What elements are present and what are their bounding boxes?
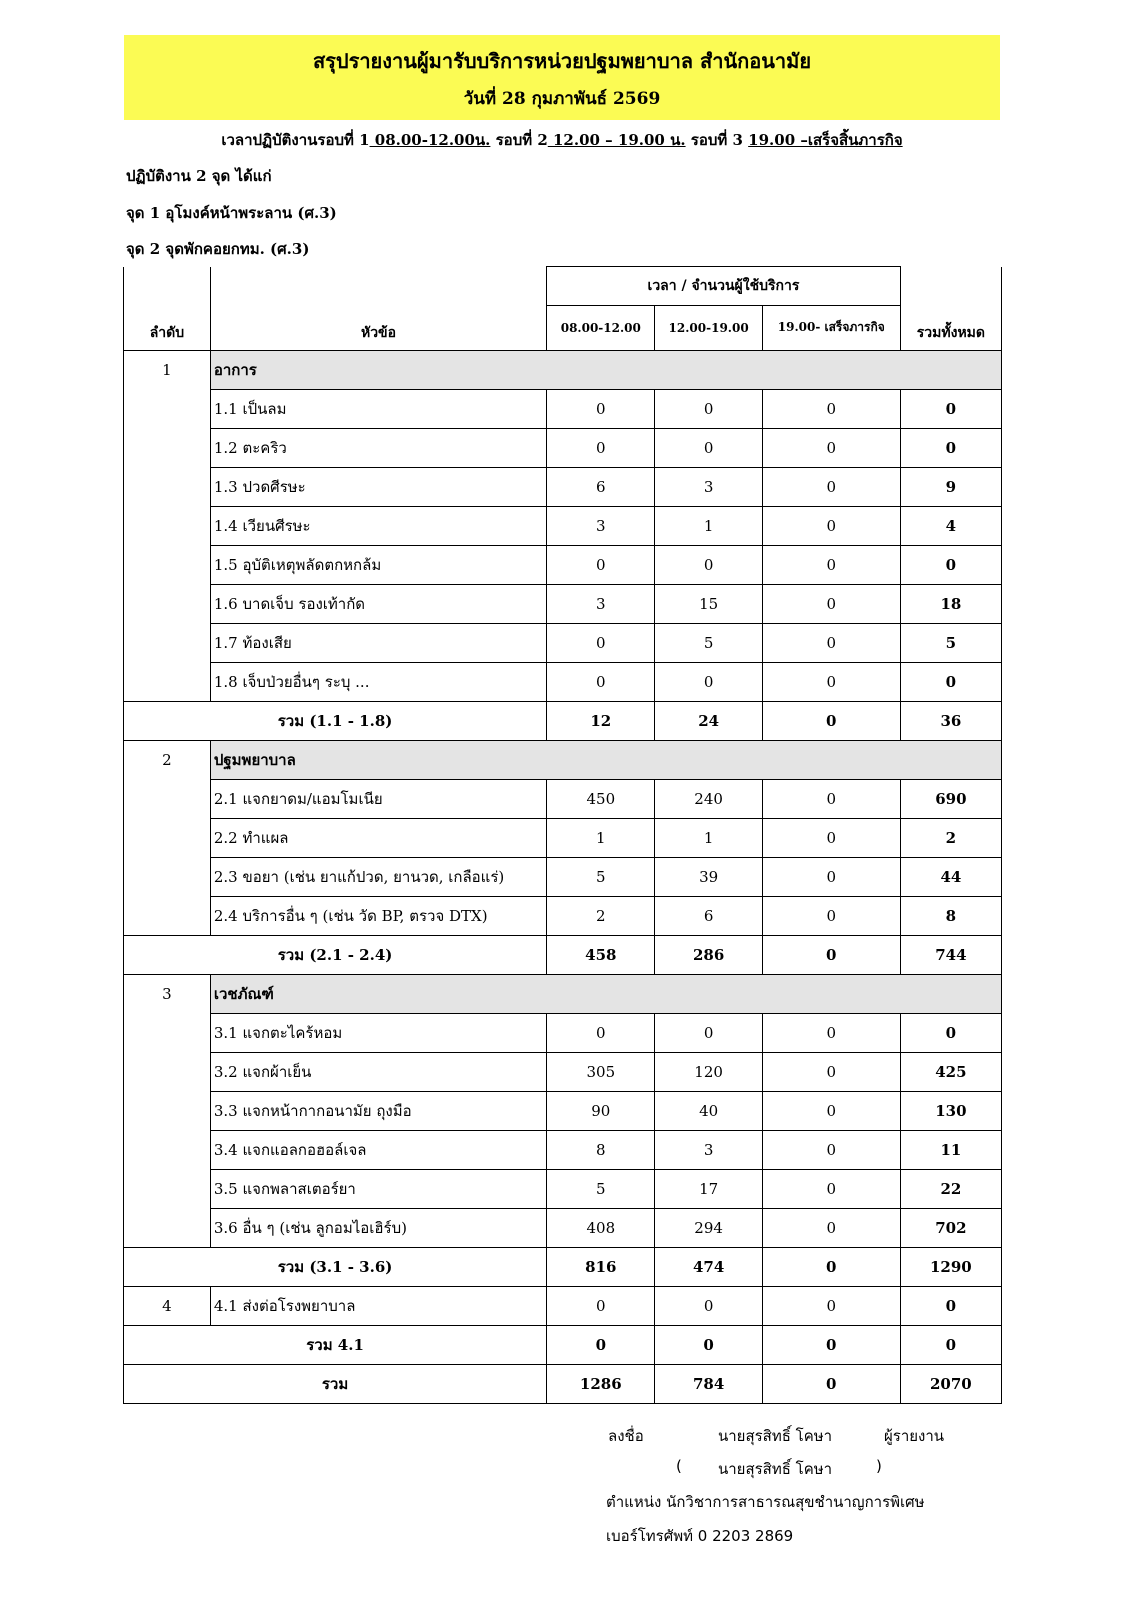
cell-total: 425 [900, 1052, 1001, 1091]
cell-time1: 5 [547, 857, 655, 896]
cell-time2: 17 [655, 1169, 762, 1208]
report-date: วันที่ 28 กุมภาพันธ์ 2569 [463, 89, 661, 109]
timeline-mid2: รอบที่ 3 [685, 131, 749, 149]
subtotal-total: 744 [900, 935, 1001, 974]
section-row [124, 350, 1002, 389]
cell-time3: 0 [762, 1052, 900, 1091]
total-header: รวมทั้งหมด [900, 306, 1001, 351]
row-label: 3.3 แจกหน้ากากอนามัย ถุงมือ [210, 1091, 546, 1130]
subtotal-label: รวม (2.1 - 2.4) [124, 935, 547, 974]
sign-label: ลงชื่อ [608, 1427, 644, 1445]
row-label: 2.4 บริการอื่น ๆ (เช่น วัด BP, ตรวจ DTX) [210, 896, 546, 935]
time1-header: 08.00-12.00 [547, 306, 655, 351]
subtotal-time2: 474 [655, 1247, 762, 1286]
cell-time3: 0 [762, 1169, 900, 1208]
row-label: 1.3 ปวดศีรษะ [210, 467, 546, 506]
cell-time3: 0 [762, 545, 900, 584]
section-title: เวชภัณฑ์ [210, 974, 1001, 1013]
row-label: 2.3 ขอยา (เช่น ยาแก้ปวด, ยานวด, เกลือแร่) [210, 857, 546, 896]
cell-time2: 3 [655, 467, 762, 506]
cell-time3: 0 [762, 1013, 900, 1052]
row-label: 1.5 อุบัติเหตุพลัดตกหกล้ม [210, 545, 546, 584]
row-label: 1.2 ตะคริว [210, 428, 546, 467]
cell-time3: 0 [762, 779, 900, 818]
row-label: 1.1 เป็นลม [210, 389, 546, 428]
cell-time3: 0 [762, 818, 900, 857]
subtotal-time2: 24 [655, 701, 762, 740]
table-row [124, 1286, 1002, 1325]
cell-total: 44 [900, 857, 1001, 896]
subtotal-time3: 0 [762, 1325, 900, 1364]
cell-time3: 0 [762, 623, 900, 662]
table-row [124, 818, 1002, 857]
cell-time1: 0 [547, 1013, 655, 1052]
subtotal-total: 36 [900, 701, 1001, 740]
subtotal-row [124, 1325, 1002, 1364]
cell-time1: 0 [547, 623, 655, 662]
cell-total: 18 [900, 584, 1001, 623]
subtotal-total: 1290 [900, 1247, 1001, 1286]
cell-time2: 1 [655, 818, 762, 857]
grand-total-row [124, 1364, 1002, 1403]
subtotal-time3: 0 [762, 1247, 900, 1286]
total-header-top [900, 267, 1001, 306]
cell-time1: 305 [547, 1052, 655, 1091]
row-label: 3.4 แจกแอลกอฮอล์เจล [210, 1130, 546, 1169]
cell-time3: 0 [762, 1091, 900, 1130]
table-row [124, 896, 1002, 935]
subtotal-time2: 0 [655, 1325, 762, 1364]
subtotal-row [124, 1247, 1002, 1286]
order-header: ลำดับ [124, 306, 211, 351]
subtotal-time2: 286 [655, 935, 762, 974]
cell-time1: 0 [547, 428, 655, 467]
cell-time3: 0 [762, 896, 900, 935]
cell-time2: 1 [655, 506, 762, 545]
section-title: อาการ [210, 350, 1001, 389]
section-number: 3 [124, 974, 211, 1247]
grand-total-time1: 1286 [547, 1364, 655, 1403]
row-label: 3.6 อื่น ๆ (เช่น ลูกอมไอเฮิร์บ) [210, 1208, 546, 1247]
cell-total: 130 [900, 1091, 1001, 1130]
subtotal-time3: 0 [762, 701, 900, 740]
round2-time: 12.00 – 19.00 น. [547, 131, 686, 149]
cell-time3: 0 [762, 467, 900, 506]
table-row [124, 1013, 1002, 1052]
grand-total: 2070 [900, 1364, 1001, 1403]
subtotal-time3: 0 [762, 935, 900, 974]
cell-time3: 0 [762, 428, 900, 467]
time3-header: 19.00- เสร็จภารกิจ [762, 306, 900, 351]
cell-time1: 1 [547, 818, 655, 857]
row-label: 2.1 แจกยาดม/แอมโมเนีย [210, 779, 546, 818]
service-summary-table [123, 266, 1002, 1404]
cell-total: 8 [900, 896, 1001, 935]
paren-close: ) [876, 1457, 882, 1475]
row-label: 1.8 เจ็บป่วยอื่นๆ ระบุ ... [210, 662, 546, 701]
subtotal-label: รวม (1.1 - 1.8) [124, 701, 547, 740]
time2-header: 12.00-19.00 [655, 306, 762, 351]
cell-total: 0 [900, 1286, 1001, 1325]
work-hours-line [124, 128, 1000, 152]
cell-time2: 0 [655, 389, 762, 428]
subtotal-label: รวม (3.1 - 3.6) [124, 1247, 547, 1286]
row-label: 1.6 บาดเจ็บ รองเท้ากัด [210, 584, 546, 623]
cell-total: 11 [900, 1130, 1001, 1169]
round3-time: 19.00 –เสร็จสิ้นภารกิจ [748, 131, 903, 149]
points-intro: ปฏิบัติงาน 2 จุด ได้แก่ [126, 167, 272, 185]
cell-time2: 0 [655, 545, 762, 584]
cell-time3: 0 [762, 584, 900, 623]
cell-total: 702 [900, 1208, 1001, 1247]
timeline-mid1: รอบที่ 2 [490, 131, 548, 149]
table-row [124, 662, 1002, 701]
cell-time2: 0 [655, 1286, 762, 1325]
signer-name-parenthesized: นายสุรสิทธิ์ โคษา [718, 1460, 833, 1478]
section-row [124, 974, 1002, 1013]
table-row [124, 545, 1002, 584]
cell-time2: 39 [655, 857, 762, 896]
table-row [124, 467, 1002, 506]
cell-time1: 0 [547, 1286, 655, 1325]
subtotal-label: รวม 4.1 [124, 1325, 547, 1364]
cell-time1: 0 [547, 389, 655, 428]
signer-name: นายสุรสิทธิ์ โคษา [718, 1427, 833, 1445]
table-row [124, 779, 1002, 818]
cell-time2: 3 [655, 1130, 762, 1169]
cell-total: 9 [900, 467, 1001, 506]
table-row [124, 506, 1002, 545]
cell-total: 0 [900, 545, 1001, 584]
cell-time3: 0 [762, 857, 900, 896]
cell-total: 0 [900, 662, 1001, 701]
cell-total: 2 [900, 818, 1001, 857]
table-row [124, 1208, 1002, 1247]
cell-time2: 0 [655, 662, 762, 701]
cell-time2: 120 [655, 1052, 762, 1091]
subtotal-total: 0 [900, 1325, 1001, 1364]
time-group-header: เวลา / จำนวนผู้ใช้บริการ [547, 267, 901, 306]
subtotal-time1: 0 [547, 1325, 655, 1364]
cell-time2: 5 [655, 623, 762, 662]
cell-time3: 0 [762, 389, 900, 428]
table-row [124, 1091, 1002, 1130]
report-title: สรุปรายงานผู้มารับบริการหน่วยปฐมพยาบาล สำนักอนามัย [312, 49, 812, 73]
section-number: 4 [124, 1286, 211, 1325]
subtotal-time1: 816 [547, 1247, 655, 1286]
grand-total-label: รวม [124, 1364, 547, 1403]
cell-total: 0 [900, 1013, 1001, 1052]
header-row-1 [124, 267, 1002, 306]
table-row [124, 1169, 1002, 1208]
cell-time1: 6 [547, 467, 655, 506]
point-1: จุด 1 อุโมงค์หน้าพระลาน (ศ.3) [126, 204, 337, 222]
table-row [124, 1130, 1002, 1169]
cell-total: 0 [900, 428, 1001, 467]
cell-time2: 40 [655, 1091, 762, 1130]
signer-position: ตำแหน่ง นักวิชาการสาธารณสุขชำนาญการพิเศษ [606, 1493, 925, 1511]
cell-time1: 2 [547, 896, 655, 935]
row-label: 2.2 ทำแผล [210, 818, 546, 857]
table-row [124, 389, 1002, 428]
row-label: 1.4 เวียนศีรษะ [210, 506, 546, 545]
cell-time2: 240 [655, 779, 762, 818]
paren-open: ( [676, 1457, 682, 1475]
topic-header-top [210, 267, 546, 306]
point-2: จุด 2 จุดพักคอยกทม. (ศ.3) [126, 240, 310, 258]
section-number: 2 [124, 740, 211, 935]
cell-time1: 3 [547, 584, 655, 623]
section-number: 1 [124, 350, 211, 701]
signer-role: ผู้รายงาน [884, 1427, 945, 1445]
cell-time1: 450 [547, 779, 655, 818]
cell-total: 4 [900, 506, 1001, 545]
timeline-prefix: เวลาปฏิบัติงานรอบที่ 1 [221, 131, 370, 149]
cell-total: 0 [900, 389, 1001, 428]
table-row [124, 1052, 1002, 1091]
cell-time1: 3 [547, 506, 655, 545]
cell-time1: 408 [547, 1208, 655, 1247]
subtotal-row [124, 701, 1002, 740]
cell-total: 690 [900, 779, 1001, 818]
round1-time: 08.00-12.00น. [369, 131, 491, 149]
grand-total-time3: 0 [762, 1364, 900, 1403]
cell-time1: 0 [547, 545, 655, 584]
grand-total-time2: 784 [655, 1364, 762, 1403]
cell-time2: 0 [655, 428, 762, 467]
order-header-top [124, 267, 211, 306]
title-banner [124, 35, 1000, 120]
header-row-2 [124, 306, 1002, 351]
subtotal-row [124, 935, 1002, 974]
subtotal-time1: 12 [547, 701, 655, 740]
cell-time3: 0 [762, 1208, 900, 1247]
cell-time1: 8 [547, 1130, 655, 1169]
table-row [124, 857, 1002, 896]
cell-time3: 0 [762, 1286, 900, 1325]
cell-time2: 15 [655, 584, 762, 623]
section-title: ปฐมพยาบาล [210, 740, 1001, 779]
table-row [124, 623, 1002, 662]
cell-time1: 90 [547, 1091, 655, 1130]
table-row [124, 428, 1002, 467]
cell-time3: 0 [762, 662, 900, 701]
cell-time1: 0 [547, 662, 655, 701]
cell-total: 22 [900, 1169, 1001, 1208]
row-label: 3.2 แจกผ้าเย็น [210, 1052, 546, 1091]
cell-total: 5 [900, 623, 1001, 662]
cell-time3: 0 [762, 1130, 900, 1169]
row-label: 3.1 แจกตะไคร้หอม [210, 1013, 546, 1052]
subtotal-time1: 458 [547, 935, 655, 974]
topic-header: หัวข้อ [210, 306, 546, 351]
table-row [124, 584, 1002, 623]
cell-time2: 294 [655, 1208, 762, 1247]
cell-time3: 0 [762, 506, 900, 545]
cell-time2: 6 [655, 896, 762, 935]
row-label: 1.7 ท้องเสีย [210, 623, 546, 662]
row-label: 4.1 ส่งต่อโรงพยาบาล [210, 1286, 546, 1325]
cell-time1: 5 [547, 1169, 655, 1208]
row-label: 3.5 แจกพลาสเตอร์ยา [210, 1169, 546, 1208]
section-row [124, 740, 1002, 779]
signer-phone: เบอร์โทรศัพท์ 0 2203 2869 [606, 1527, 794, 1545]
cell-time2: 0 [655, 1013, 762, 1052]
